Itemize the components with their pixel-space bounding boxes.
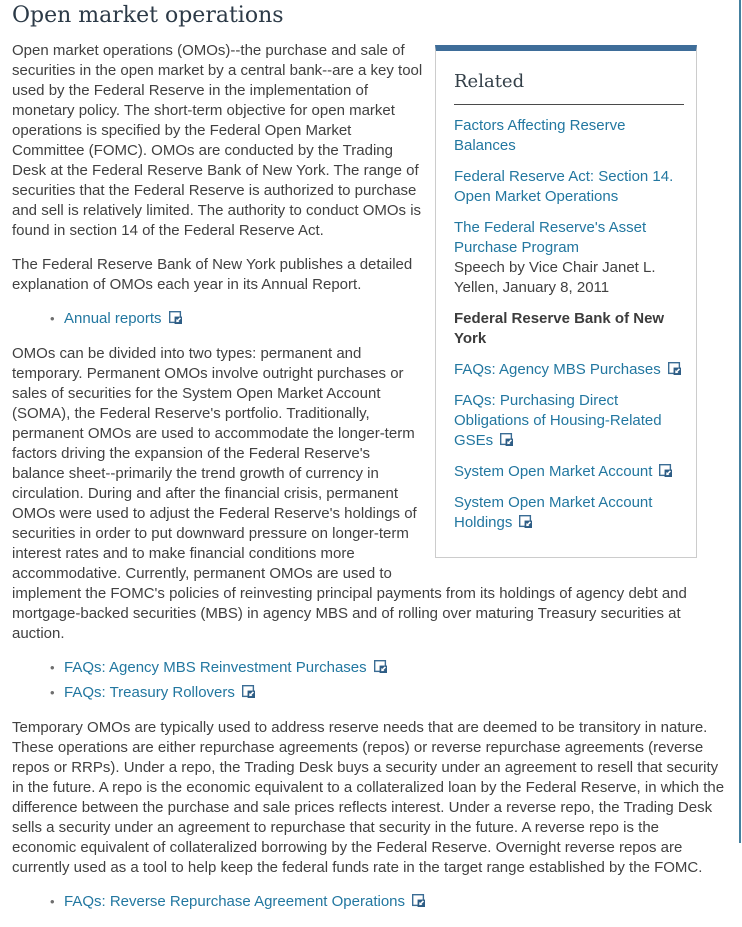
link-label: FAQs: Reverse Repurchase Agreement Operations <box>64 893 406 910</box>
link-annual-reports[interactable] <box>64 310 182 327</box>
external-link-icon <box>374 659 387 672</box>
related-link-label: Factors Affecting Reserve Balances <box>454 117 626 154</box>
external-link-icon <box>519 514 532 527</box>
list-item <box>64 658 727 678</box>
related-note-speech-yellen: Speech by Vice Chair Janet L. Yellen, January 8, 2011 <box>454 259 656 296</box>
related-link-faqs-housing-related-gses[interactable] <box>454 392 662 449</box>
external-link-icon <box>668 361 681 374</box>
related-link-faqs-agency-mbs-purchases[interactable] <box>454 361 681 378</box>
related-item <box>454 167 684 207</box>
page-title: Open market operations <box>12 3 284 28</box>
external-link-icon <box>242 684 255 697</box>
paragraph-permanent-omos: OMOs can be divided into two types: permanent and temporary. Permanent OMOs involve outright purchases or sales of securities for the System Open Market Account (SOMA), the Federal Reserve's portfolio. Traditionally, permanent OMOs are used to accommodate the longer-term factors driving the expansion of the Federal Reserve's balance sheet--primarily the trend growth of currency in circulation. During and after the financial crisis, permanent OMOs were used to adjust the Federal Reserve's holdings of securities in order to put downward pressure on longer-term interest rates and to make financial conditions more accommodative. Currently, permanent OMOs are used to implement the FOMC's policies of reinvesting principal payments from its holdings of agency debt and mortgage-backed securities (MBS) in agency MBS and of rolling over maturing Treasury securities at auction. <box>12 345 687 642</box>
link-faqs-treasury-rollovers[interactable] <box>64 684 255 701</box>
related-link-label: FAQs: Agency MBS Purchases <box>454 361 661 378</box>
link-faqs-agency-mbs-reinvestment-purchases[interactable] <box>64 659 387 676</box>
link-faqs-reverse-repurchase-agreement-operations[interactable] <box>64 893 425 910</box>
link-label: FAQs: Agency MBS Reinvestment Purchases <box>64 659 367 676</box>
related-link-label: System Open Market Account Holdings <box>454 494 653 531</box>
related-link-federal-reserve-act-section-14[interactable] <box>454 168 673 205</box>
related-link-factors-affecting-reserve-balances[interactable] <box>454 117 625 154</box>
related-item <box>454 493 684 533</box>
external-link-icon <box>169 310 182 323</box>
related-link-system-open-market-account-holdings[interactable] <box>454 494 652 531</box>
related-heading: Related <box>454 71 684 105</box>
external-link-icon <box>412 893 425 906</box>
list-item <box>64 309 727 329</box>
related-box <box>435 45 697 558</box>
page-right-border <box>739 0 741 843</box>
list-item <box>64 892 727 912</box>
related-link-label: The Federal Reserve's Asset Purchase Program <box>454 219 647 256</box>
external-link-icon <box>659 463 672 476</box>
related-item <box>454 462 684 482</box>
link-label: Annual reports <box>64 310 162 327</box>
related-text-federal-reserve-bank-of-new-york: Federal Reserve Bank of New York <box>454 310 665 347</box>
paragraph-frbny-annual-report: The Federal Reserve Bank of New York publishes a detailed explanation of OMOs each year in its Annual Report. <box>12 256 413 293</box>
related-link-label: System Open Market Account <box>454 463 653 480</box>
list-item <box>64 683 727 703</box>
link-label: FAQs: Treasury Rollovers <box>64 684 235 701</box>
permanent-omo-faq-list <box>12 658 727 703</box>
annual-reports-list <box>12 309 727 329</box>
reverse-repo-faq-list <box>12 892 727 912</box>
related-link-label: FAQs: Purchasing Direct Obligations of Housing-Related GSEs <box>454 392 662 449</box>
related-item <box>454 116 684 156</box>
paragraph-omo-intro: Open market operations (OMOs)--the purchase and sale of securities in the open market by a central bank--are a key tool used by the Federal Reserve in the implementation of monetary policy. The short-term objective for open market operations is specified by the Federal Open Market Committee (FOMC). OMOs are conducted by the Trading Desk at the Federal Reserve Bank of New York. The range of securities that the Federal Reserve is authorized to purchase and sell is relatively limited. The authority to conduct OMOs is found in section 14 of the Federal Reserve Act. <box>12 42 423 239</box>
related-link-system-open-market-account[interactable] <box>454 463 672 480</box>
related-item <box>454 360 684 380</box>
related-link-asset-purchase-program[interactable] <box>454 219 646 256</box>
related-item <box>454 391 684 451</box>
related-link-label: Federal Reserve Act: Section 14. Open Market Operations <box>454 168 674 205</box>
related-item <box>454 218 684 298</box>
external-link-icon <box>500 432 513 445</box>
paragraph-temporary-omos: Temporary OMOs are typically used to address reserve needs that are deemed to be transitory in nature. These operations are either repurchase agreements (repos) or reverse repurchase agreements (reverse repos or RRPs). Under a repo, the Trading Desk buys a security under an agreement to resell that security in the future. A repo is the economic equivalent to a collateralized loan by the Federal Reserve, in which the difference between the purchase and sale prices reflects interest. Under a reverse repo, the Trading Desk sells a security under an agreement to repurchase that security in the future. A reverse repo is the economic equivalent of collateralized borrowing by the Federal Reserve. Overnight reverse repos are currently used as a tool to help keep the federal funds rate in the target range established by the FOMC. <box>12 719 725 876</box>
